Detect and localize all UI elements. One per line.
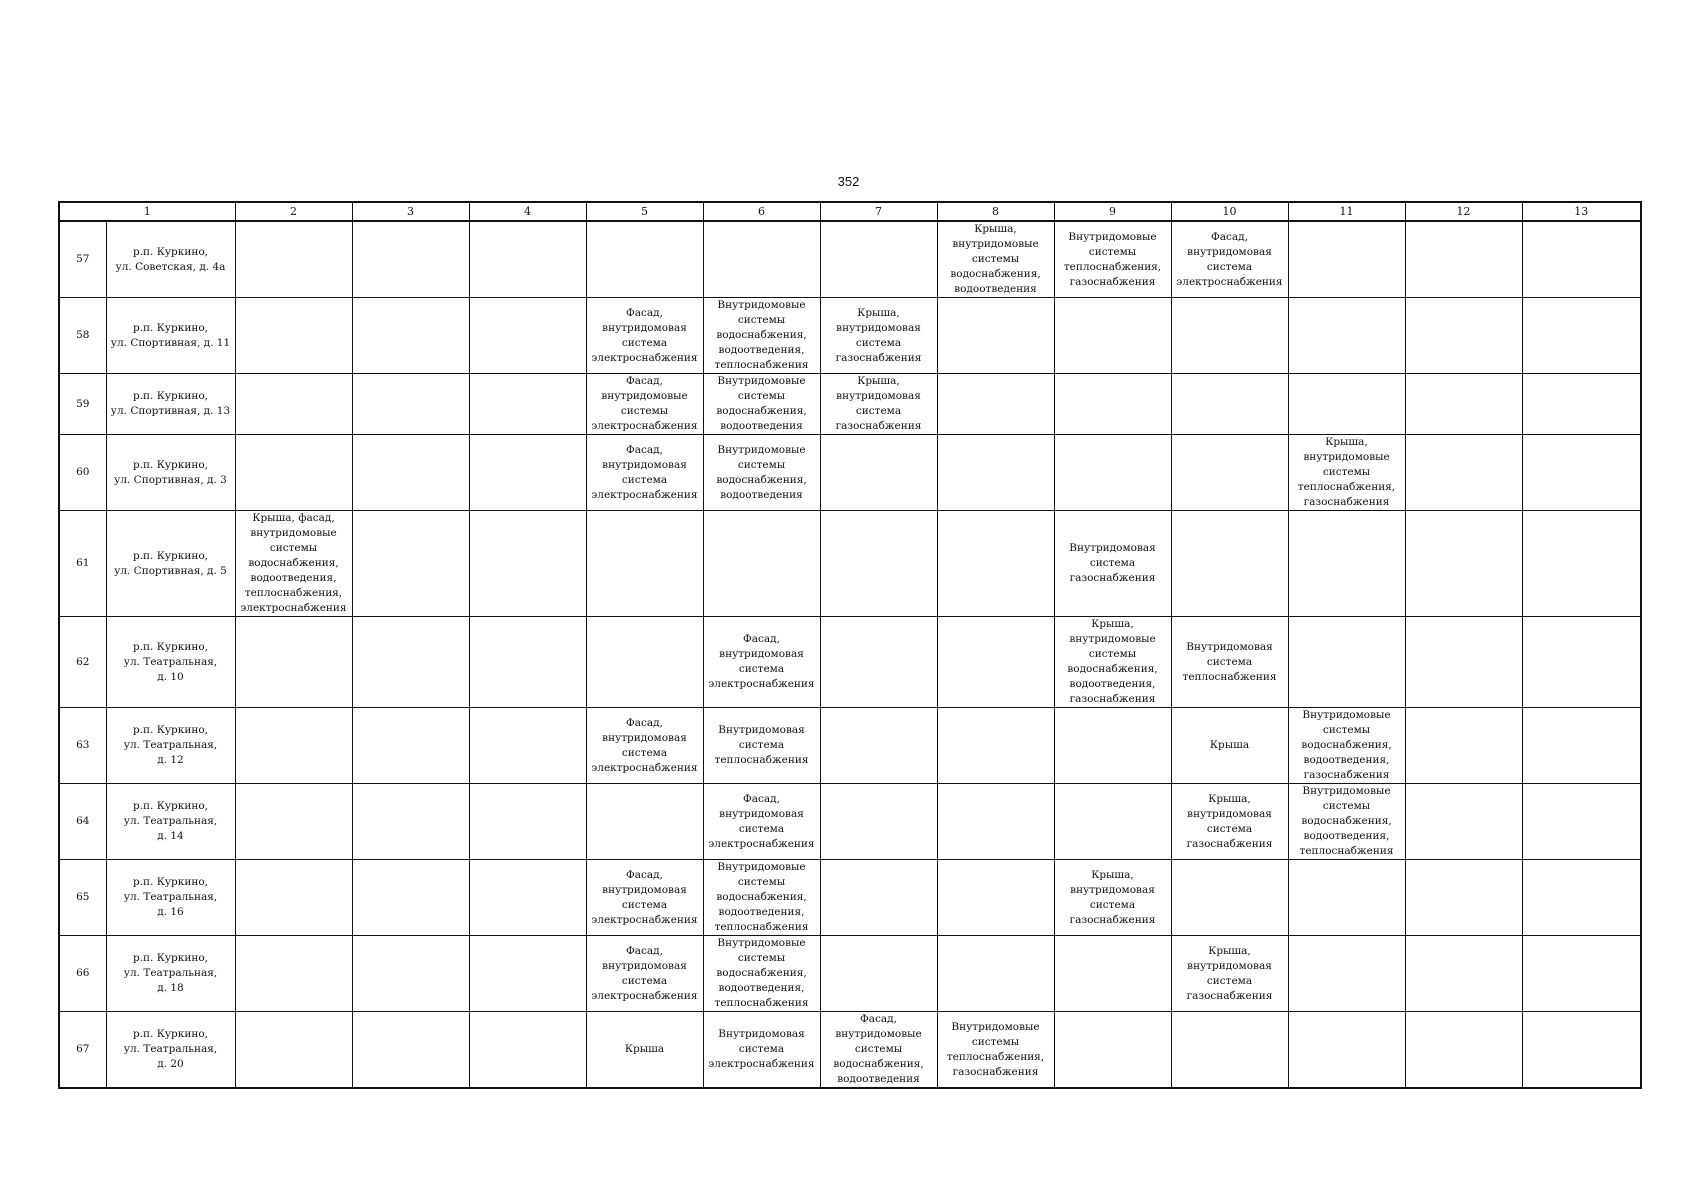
- work-cell-col-8: [937, 617, 1054, 708]
- work-cell-col-3: [352, 511, 469, 617]
- work-cell-col-12: [1405, 1012, 1522, 1089]
- work-cell-col-2: [235, 298, 352, 374]
- work-cell-col-2: Крыша, фасад, внутридомовые системы водоснабжения, водоотведения, теплоснабжения, электроснабжения: [235, 511, 352, 617]
- work-cell-col-4: [469, 298, 586, 374]
- work-cell-col-7: [820, 936, 937, 1012]
- row-number: 57: [59, 221, 106, 298]
- work-cell-col-13: [1522, 221, 1641, 298]
- work-cell-col-2: [235, 708, 352, 784]
- address-cell: р.п. Куркино, ул. Театральная, д. 12: [106, 708, 235, 784]
- work-cell-col-4: [469, 860, 586, 936]
- work-cell-col-2: [235, 221, 352, 298]
- column-header-7: 7: [820, 202, 937, 221]
- work-cell-col-4: [469, 221, 586, 298]
- work-cell-col-13: [1522, 435, 1641, 511]
- table-row: [59, 298, 1641, 374]
- table-row: [59, 784, 1641, 860]
- work-cell-col-8: [937, 708, 1054, 784]
- work-cell-col-6: Внутридомовая система электроснабжения: [703, 1012, 820, 1089]
- work-cell-col-12: [1405, 374, 1522, 435]
- work-cell-col-7: [820, 617, 937, 708]
- work-cell-col-3: [352, 221, 469, 298]
- work-cell-col-8: [937, 298, 1054, 374]
- table-body: [59, 221, 1641, 1088]
- work-cell-col-12: [1405, 617, 1522, 708]
- work-cell-col-9: Крыша, внутридомовые системы водоснабжения, водоотведения, газоснабжения: [1054, 617, 1171, 708]
- work-cell-col-7: [820, 511, 937, 617]
- column-header-12: 12: [1405, 202, 1522, 221]
- work-cell-col-12: [1405, 298, 1522, 374]
- work-cell-col-2: [235, 936, 352, 1012]
- row-number: 66: [59, 936, 106, 1012]
- work-cell-col-7: [820, 435, 937, 511]
- work-cell-col-5: [586, 221, 703, 298]
- repair-schedule-table: [58, 201, 1642, 1089]
- address-cell: р.п. Куркино, ул. Спортивная, д. 13: [106, 374, 235, 435]
- work-cell-col-6: Внутридомовые системы водоснабжения, водоотведения: [703, 374, 820, 435]
- work-cell-col-6: Внутридомовые системы водоснабжения, водоотведения, теплоснабжения: [703, 860, 820, 936]
- work-cell-col-8: [937, 511, 1054, 617]
- table-row: [59, 1012, 1641, 1089]
- work-cell-col-10: Фасад, внутридомовая система электроснабжения: [1171, 221, 1288, 298]
- work-cell-col-8: Крыша, внутридомовые системы водоснабжения, водоотведения: [937, 221, 1054, 298]
- work-cell-col-12: [1405, 511, 1522, 617]
- work-cell-col-13: [1522, 1012, 1641, 1089]
- work-cell-col-3: [352, 374, 469, 435]
- work-cell-col-6: Внутридомовые системы водоснабжения, водоотведения, теплоснабжения: [703, 298, 820, 374]
- work-cell-col-7: [820, 784, 937, 860]
- table-row: [59, 936, 1641, 1012]
- work-cell-col-9: Внутридомовая система газоснабжения: [1054, 511, 1171, 617]
- table-row: [59, 435, 1641, 511]
- work-cell-col-3: [352, 435, 469, 511]
- row-number: 67: [59, 1012, 106, 1089]
- work-cell-col-13: [1522, 936, 1641, 1012]
- work-cell-col-11: [1288, 936, 1405, 1012]
- table-row: [59, 708, 1641, 784]
- column-header-8: 8: [937, 202, 1054, 221]
- work-cell-col-10: Крыша: [1171, 708, 1288, 784]
- work-cell-col-13: [1522, 298, 1641, 374]
- work-cell-col-10: [1171, 298, 1288, 374]
- work-cell-col-5: Фасад, внутридомовая система электроснабжения: [586, 435, 703, 511]
- work-cell-col-13: [1522, 708, 1641, 784]
- work-cell-col-6: Фасад, внутридомовая система электроснабжения: [703, 617, 820, 708]
- table-row: [59, 860, 1641, 936]
- work-cell-col-7: Крыша, внутридомовая система газоснабжения: [820, 298, 937, 374]
- column-header-11: 11: [1288, 202, 1405, 221]
- work-cell-col-4: [469, 936, 586, 1012]
- work-cell-col-5: Фасад, внутридомовая система электроснабжения: [586, 860, 703, 936]
- column-header-9: 9: [1054, 202, 1171, 221]
- row-number: 65: [59, 860, 106, 936]
- work-cell-col-10: [1171, 511, 1288, 617]
- work-cell-col-9: [1054, 708, 1171, 784]
- work-cell-col-13: [1522, 374, 1641, 435]
- work-cell-col-12: [1405, 435, 1522, 511]
- work-cell-col-13: [1522, 784, 1641, 860]
- address-cell: р.п. Куркино, ул. Театральная, д. 14: [106, 784, 235, 860]
- row-number: 62: [59, 617, 106, 708]
- column-header-4: 4: [469, 202, 586, 221]
- work-cell-col-9: [1054, 298, 1171, 374]
- work-cell-col-13: [1522, 511, 1641, 617]
- work-cell-col-6: [703, 221, 820, 298]
- work-cell-col-10: Крыша, внутридомовая система газоснабжения: [1171, 936, 1288, 1012]
- work-cell-col-5: [586, 784, 703, 860]
- column-header-6: 6: [703, 202, 820, 221]
- work-cell-col-10: [1171, 374, 1288, 435]
- column-header-5: 5: [586, 202, 703, 221]
- work-cell-col-4: [469, 784, 586, 860]
- work-cell-col-11: [1288, 374, 1405, 435]
- work-cell-col-10: [1171, 860, 1288, 936]
- work-cell-col-9: [1054, 936, 1171, 1012]
- work-cell-col-2: [235, 860, 352, 936]
- work-cell-col-6: Внутридомовые системы водоснабжения, водоотведения: [703, 435, 820, 511]
- work-cell-col-3: [352, 936, 469, 1012]
- work-cell-col-7: Крыша, внутридомовая система газоснабжения: [820, 374, 937, 435]
- row-number: 58: [59, 298, 106, 374]
- work-cell-col-3: [352, 784, 469, 860]
- address-cell: р.п. Куркино, ул. Театральная, д. 20: [106, 1012, 235, 1089]
- row-number: 59: [59, 374, 106, 435]
- work-cell-col-3: [352, 617, 469, 708]
- table-row: [59, 617, 1641, 708]
- work-cell-col-11: [1288, 221, 1405, 298]
- work-cell-col-11: Крыша, внутридомовые системы теплоснабжения, газоснабжения: [1288, 435, 1405, 511]
- work-cell-col-5: [586, 617, 703, 708]
- work-cell-col-9: Внутридомовые системы теплоснабжения, газоснабжения: [1054, 221, 1171, 298]
- row-number: 63: [59, 708, 106, 784]
- work-cell-col-10: Крыша, внутридомовая система газоснабжения: [1171, 784, 1288, 860]
- work-cell-col-8: Внутридомовые системы теплоснабжения, газоснабжения: [937, 1012, 1054, 1089]
- work-cell-col-2: [235, 435, 352, 511]
- address-cell: р.п. Куркино, ул. Театральная, д. 10: [106, 617, 235, 708]
- work-cell-col-7: [820, 860, 937, 936]
- work-cell-col-12: [1405, 936, 1522, 1012]
- column-header-13: 13: [1522, 202, 1641, 221]
- work-cell-col-9: [1054, 1012, 1171, 1089]
- work-cell-col-11: [1288, 511, 1405, 617]
- work-cell-col-10: [1171, 435, 1288, 511]
- address-cell: р.п. Куркино, ул. Спортивная, д. 5: [106, 511, 235, 617]
- work-cell-col-2: [235, 374, 352, 435]
- work-cell-col-10: Внутридомовая система теплоснабжения: [1171, 617, 1288, 708]
- work-cell-col-11: Внутридомовые системы водоснабжения, водоотведения, газоснабжения: [1288, 708, 1405, 784]
- work-cell-col-5: [586, 511, 703, 617]
- work-cell-col-4: [469, 511, 586, 617]
- work-cell-col-4: [469, 1012, 586, 1089]
- row-number: 60: [59, 435, 106, 511]
- work-cell-col-7: [820, 221, 937, 298]
- row-number: 61: [59, 511, 106, 617]
- work-cell-col-8: [937, 860, 1054, 936]
- work-cell-col-7: [820, 708, 937, 784]
- work-cell-col-2: [235, 784, 352, 860]
- work-cell-col-8: [937, 784, 1054, 860]
- address-cell: р.п. Куркино, ул. Спортивная, д. 3: [106, 435, 235, 511]
- work-cell-col-5: Фасад, внутридомовая система электроснабжения: [586, 936, 703, 1012]
- column-header-10: 10: [1171, 202, 1288, 221]
- address-cell: р.п. Куркино, ул. Спортивная, д. 11: [106, 298, 235, 374]
- work-cell-col-13: [1522, 860, 1641, 936]
- work-cell-col-5: Крыша: [586, 1012, 703, 1089]
- column-header-2: 2: [235, 202, 352, 221]
- table-header: [59, 202, 1641, 221]
- work-cell-col-5: Фасад, внутридомовая система электроснабжения: [586, 298, 703, 374]
- work-cell-col-5: Фасад, внутридомовая система электроснабжения: [586, 708, 703, 784]
- work-cell-col-2: [235, 1012, 352, 1089]
- address-cell: р.п. Куркино, ул. Советская, д. 4а: [106, 221, 235, 298]
- work-cell-col-9: [1054, 435, 1171, 511]
- work-cell-col-4: [469, 374, 586, 435]
- work-cell-col-8: [937, 435, 1054, 511]
- work-cell-col-6: Внутридомовые системы водоснабжения, водоотведения, теплоснабжения: [703, 936, 820, 1012]
- work-cell-col-3: [352, 708, 469, 784]
- work-cell-col-3: [352, 860, 469, 936]
- work-cell-col-11: [1288, 617, 1405, 708]
- work-cell-col-12: [1405, 708, 1522, 784]
- work-cell-col-13: [1522, 617, 1641, 708]
- work-cell-col-6: [703, 511, 820, 617]
- work-cell-col-8: [937, 936, 1054, 1012]
- work-cell-col-9: Крыша, внутридомовая система газоснабжения: [1054, 860, 1171, 936]
- header-row: [59, 202, 1641, 221]
- address-cell: р.п. Куркино, ул. Театральная, д. 16: [106, 860, 235, 936]
- work-cell-col-12: [1405, 784, 1522, 860]
- work-cell-col-11: [1288, 860, 1405, 936]
- work-cell-col-5: Фасад, внутридомовые системы электроснабжения: [586, 374, 703, 435]
- work-cell-col-8: [937, 374, 1054, 435]
- work-cell-col-11: Внутридомовые системы водоснабжения, водоотведения, теплоснабжения: [1288, 784, 1405, 860]
- table-row: [59, 221, 1641, 298]
- work-cell-col-12: [1405, 860, 1522, 936]
- page-number: 352: [837, 174, 860, 189]
- column-header-3: 3: [352, 202, 469, 221]
- work-cell-col-4: [469, 435, 586, 511]
- work-cell-col-3: [352, 298, 469, 374]
- work-cell-col-6: Внутридомовая система теплоснабжения: [703, 708, 820, 784]
- work-cell-col-6: Фасад, внутридомовая система электроснабжения: [703, 784, 820, 860]
- work-cell-col-2: [235, 617, 352, 708]
- work-cell-col-12: [1405, 221, 1522, 298]
- row-number: 64: [59, 784, 106, 860]
- work-cell-col-3: [352, 1012, 469, 1089]
- column-header-1: 1: [59, 202, 235, 221]
- work-cell-col-10: [1171, 1012, 1288, 1089]
- work-cell-col-4: [469, 708, 586, 784]
- work-cell-col-9: [1054, 374, 1171, 435]
- work-cell-col-11: [1288, 298, 1405, 374]
- work-cell-col-9: [1054, 784, 1171, 860]
- work-cell-col-4: [469, 617, 586, 708]
- table-row: [59, 511, 1641, 617]
- table-row: [59, 374, 1641, 435]
- address-cell: р.п. Куркино, ул. Театральная, д. 18: [106, 936, 235, 1012]
- work-cell-col-7: Фасад, внутридомовые системы водоснабжения, водоотведения: [820, 1012, 937, 1089]
- work-cell-col-11: [1288, 1012, 1405, 1089]
